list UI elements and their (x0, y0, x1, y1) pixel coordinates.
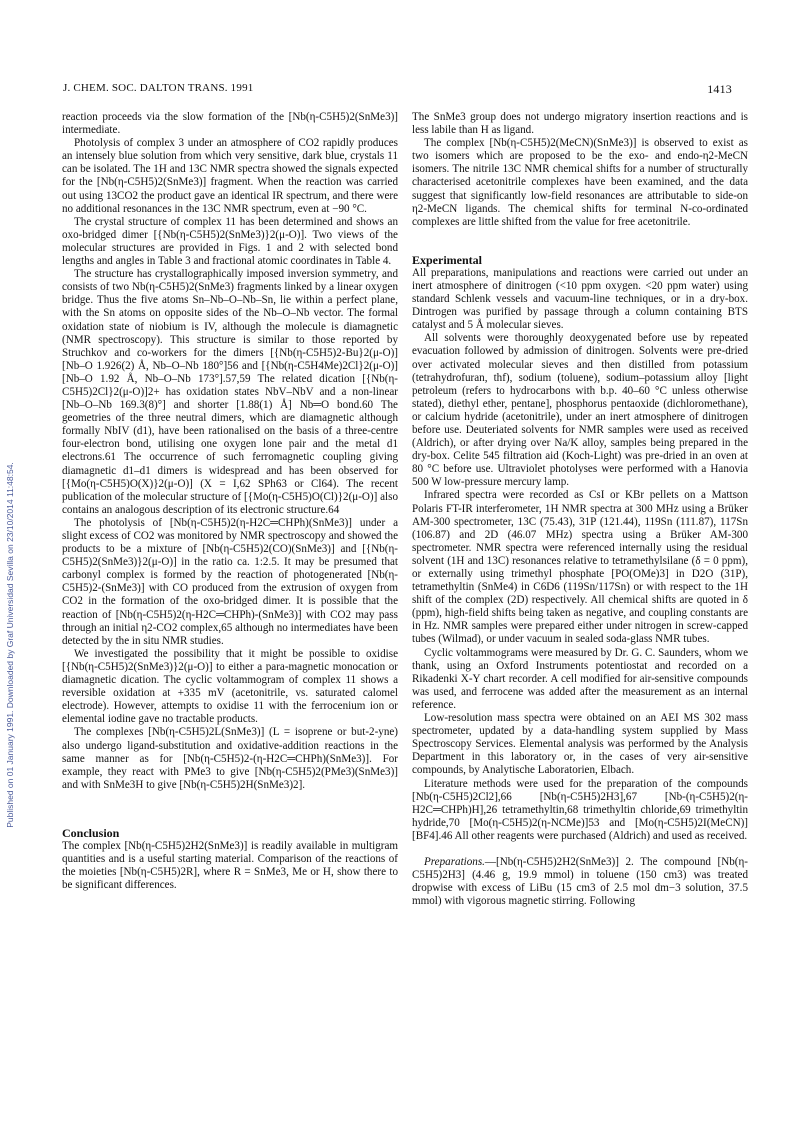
page-number: 1413 (707, 82, 732, 96)
paragraph: The SnMe3 group does not undergo migratory insertion reactions and is less labile than H as ligand. (412, 111, 748, 137)
conclusion-paragraph: The complex [Nb(η-C5H5)2H2(SnMe3)] is readily available in multigram quantities and is a useful starting material. Comparison of the reactions of the moieties [Nb(η-C5H5)2R], where R = SnMe3, Me or H, show there to be significant differences. (62, 839, 398, 892)
right-column (412, 111, 748, 1101)
experimental-paragraph: Cyclic voltammograms were measured by Dr. G. C. Saunders, whom we thank, using an Oxford Instruments potentiostat and recorded on a Rikadenki X-Y chart recorder. A cell modified for air-sensitive compounds was used, and ferrocene was added after the measurement as an internal reference. (412, 646, 748, 711)
experimental-paragraph: Low-resolution mass spectra were obtained on an AEI MS 302 mass spectrometer, updated by a data-handling system supplied by Mass Spectroscopy Services. Elemental analysis was performed by the Analysis Department in this laboratory or, in the cases of very air-sensitive compounds, by Analytische Laboratorien, Elbach. (412, 712, 748, 777)
preparations-label: Preparations. (424, 855, 485, 868)
paragraph: The crystal structure of complex 11 has been determined and shows an oxo-bridged dimer [{Nb(η-C5H5)2(SnMe3)}2(μ-O)]. Two views of the molecular structures are provided in Figs. 1 and 2 with selected bond lengths and angles in Table 3 and fractional atomic coordinates in Table 4. (62, 215, 398, 268)
paragraph: Photolysis of complex 3 under an atmosphere of CO2 rapidly produces an intensely blue solution from which very sensitive, dark blue, crystals 11 can be isolated. The 1H and 13C NMR spectra showed the signals expected for the [Nb(η-C5H5)2(SnMe3)] fragment. When the reaction was carried out using 13CO2 the product gave an identical IR spectrum, and there were no additional resonances in the 13C NMR spectrum, even at −90 °C. (62, 137, 398, 215)
left-column (62, 111, 398, 1036)
paragraph: The photolysis of [Nb(η-C5H5)2(η-H2C═CHPh)(SnMe3)] under a slight excess of CO2 was monitored by NMR spectroscopy and showed the products to be a mixture of [Nb(η-C5H5)2(CO)(SnMe3)] and [{Nb(η-C5H5)2(SnMe3)}2(μ-O)] in the ratio ca. 1:2.5. It may be presumed that carbonyl complex is formed by the reaction of photogenerated [Nb(η-C5H5)2-(SnMe3)] with CO produced from the extrusion of oxygen from CO2 in the formation of the oxo-bridged dimer. It is possible that the reaction of [Nb(η-C5H5)2(η-H2C═CHPh)-(SnMe3)] with CO2 may pass through an initial η2-CO2 complex,65 although no intermediates have been detected by the in situ NMR studies. (62, 516, 398, 647)
section-heading-experimental: Experimental (412, 252, 482, 267)
paragraph: We investigated the possibility that it might be possible to oxidise [{Nb(η-C5H5)2(SnMe3)}2(μ-O)] to either a para-magnetic monocation or diamagnetic dication. The cyclic voltammogram of complex 11 shows a reversible oxidation at +335 mV (acetonitrile, vs. saturated calomel electrode). However, attempts to oxidise 11 with the ferrocenium ion or elemental iodine gave no tractable products. (62, 647, 398, 726)
paragraph: The structure has crystallographically imposed inversion symmetry, and consists of two Nb(η-C5H5)2(SnMe3) fragments linked by a linear oxygen bridge. Thus the five atoms Sn–Nb–O–Nb–Sn, lie within a perfect plane, with the Sn atoms on opposite sides of the Nb–O–Nb vector. The formal oxidation state of niobium is IV, although the molecule is diamagnetic (NMR spectroscopy). This structure is similar to those reported by Struchkov and co-workers for the dimers [{Nb(η-C5H5)2-Bu}2(μ-O)] [Nb–O 1.926(2) Å, Nb–O–Nb 180°]56 and [{Nb(η-C5H4Me)2Cl}2(μ-O)] [Nb–O 1.92 Å, Nb–O–Nb 173°].57,59 The related dication [{Nb(η-C5H5)2Cl}2(μ-O)]2+ has oxidation states NbV–NbV and a non-linear [Nb–O–Nb 169.3(8)°] and shorter [1.88(1) Å] Nb═O bond.60 The geometries of the three neutral dimers, which are diamagnetic although formally NbIV (d1), have been rationalised on the basis of a three-centre four-electron bond, utilising one oxygen lone pair and the metal d1 electrons.61 The occurrence of such ferromagnetic coupling giving diamagnetic d1–d1 dimers is widespread and has been observed for [{Mo(η-C5H5)O(X)}2(μ-O)] (X = I,62 SPh63 or Cl64). The recent publication of the molecular structure of [{Mo(η-C5H5)O(Cl)}2(μ-O)] also contains an analogous description of its electronic structure.64 (62, 268, 398, 516)
running-header (63, 82, 732, 98)
experimental-paragraph: All preparations, manipulations and reactions were carried out under an inert atmosphere of dinitrogen (<10 ppm oxygen. <20 ppm water) using standard Schlenk vessels and vacuum-line techniques, or in a dry-box. Dintrogen was purified by passage through a column containing BTS catalyst and 5 Å molecular sieves. (412, 266, 748, 332)
experimental-paragraph: All solvents were thoroughly deoxygenated before use by repeated evacuation followed by admission of dinitrogen. Solvents were pre-dried over activated molecular sieves and then distilled from potassium (tetrahydrofuran, thf), sodium (toluene), sodium–potassium alloy [light petroleum (refers to hydrocarbons with b.p. 40–60 °C unless otherwise stated), diethyl ether, pentane], phosphorus pentaoxide (dichloromethane), or calcium hydride (acetonitrile), under an inert atmosphere of dinitrogen before use. Deuteriated solvents for NMR samples were used as received (Aldrich), or after drying over Na/K alloy, samples being prepared in the dry-box. Celite 545 filtration aid (Koch-Light) was pre-dried in an oven at 80 °C before use. Ultraviolet photolyses were performed with a Hanovia 500 W low-pressure mercury lamp. (412, 332, 748, 489)
paragraph: The complex [Nb(η-C5H5)2(MeCN)(SnMe3)] is observed to exist as two isomers which are proposed to be the exo- and endo-η2-MeCN isomers. The nitrile 13C NMR chemical shifts for a number of structurally characterised acetonitrile complexes have been examined, and the data suggest that significantly low-field resonances are attributable to side-on η2-MeCN ligands. The chemical shifts for terminal N-co-ordinated complexes are little shifted from the value for free acetonitrile. (412, 137, 748, 228)
experimental-paragraph: Literature methods were used for the preparation of the compounds [Nb(η-C5H5)2Cl2],66 [Nb(η-C5H5)2H3],67 [Nb-(η-C5H5)2(η-H2C═CHPh)H],26 tetramethyltin,68 trimethyltin chloride,69 trimethyltin hydride,70 [Mo(η-C5H5)2(η-NCMe)]53 and [Mo(η-C5H5)2I(MeCN)][BF4].46 All other reagents were purchased (Aldrich) and used as received. (412, 777, 748, 842)
experimental-paragraph: Infrared spectra were recorded as CsI or KBr pellets on a Mattson Polaris FT-IR interferometer, 1H NMR spectra at 300 MHz using a Brüker AM-300 spectrometer, 13C (75.43), 31P (121.44), 119Sn (111.87), 117Sn (106.87) and 2D (46.07 MHz) spectra using a Brüker AM-300 spectrometer. NMR spectra were referenced internally using the residual solvent (1H and 13C) resonances relative to tetramethylsilane (δ = 0 ppm), or externally using trimethyl phosphate [PO(OMe)3] in D2O (31P), tetramethyltin (SnMe4) in C6D6 (119Sn/117Sn) or with respect to the 1H shift of the complex (2D) respectively. All chemical shifts are quoted in δ (ppm), high-field shifts being taken as negative, and coupling constants are in Hz. NMR samples were prepared either under nitrogen in screw-capped tubes (Wilmad), or under vacuum in sealed soda-glass NMR tubes. (412, 489, 748, 646)
journal-citation: J. CHEM. SOC. DALTON TRANS. 1991 (63, 82, 254, 94)
preparations-paragraph (412, 856, 748, 908)
preparations-text: —[Nb(η-C5H5)2H2(SnMe3)] 2. The compound [Nb(η-C5H5)2H3] (4.46 g, 19.9 mmol) in toluene (150 cm3) was treated dropwise with excess of LiBu (15 cm3 of 2.5 mol dm−3 solution, 37.5 mmol) with vigorous magnetic stirring. Following (412, 855, 748, 908)
section-heading-conclusion: Conclusion (62, 825, 120, 840)
download-notice (4, 230, 16, 1060)
paragraph: reaction proceeds via the slow formation of the [Nb(η-C5H5)2(SnMe3)] intermediate. (62, 111, 398, 137)
paragraph: The complexes [Nb(η-C5H5)2L(SnMe3)] (L = isoprene or but-2-yne) also undergo ligand-substitution and oxidative-addition reactions in the same manner as for [Nb(η-C5H5)2-(η-H2C═CHPh)(SnMe3)]. For example, they react with PMe3 to give [Nb(η-C5H5)2(PMe3)(SnMe3)] and with SnMe3H to give [Nb(η-C5H5)2H(SnMe3)2]. (62, 726, 398, 791)
download-notice-text: Published on 01 January 1991. Downloaded by Graf Universidad Sevilla on 23/10/2014 11:48:54. (5, 462, 15, 828)
